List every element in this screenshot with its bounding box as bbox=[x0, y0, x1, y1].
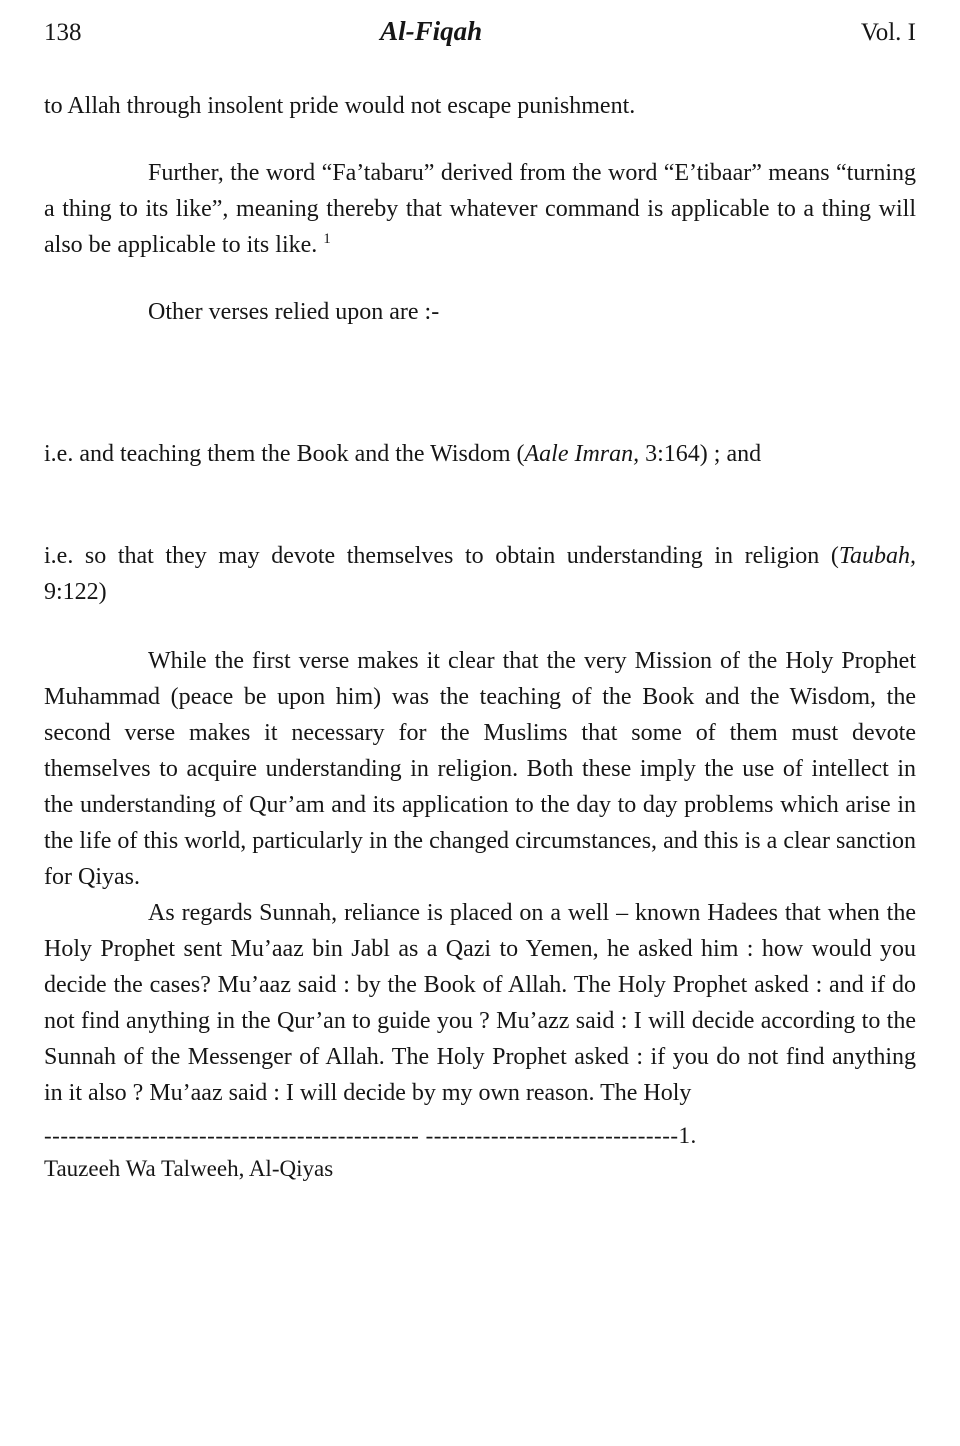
verse-2-reference: 9:122) bbox=[44, 579, 107, 605]
paragraph-sunnah: As regards Sunnah, reliance is placed on a well – known Hadees that when the Holy Prophet sent Mu’aaz bin Jabl as a Qazi to Yemen, he asked him : how would you decide the cases? Mu’aaz said : by the Book of Allah. The Holy Prophet asked : and if do not find anything in the Qur’an to guide you ? Mu’azz said : I will decide according to the Sunnah of the Messenger of Allah. The Holy Prophet asked : if you do not find anything in it also ? Mu’aaz said : I will decide by my own reason. The Holy bbox=[44, 900, 916, 1106]
page-number: 138 bbox=[44, 19, 82, 46]
verse-1-text: i.e. and teaching them the Book and the Wisdom ( bbox=[44, 441, 525, 467]
paragraph-further-text: Further, the word “Fa’tabaru” derived from the word “E’tibaar” means “turning a thing to its like”, meaning thereby that whatever command is applicable to a thing will also be applicable to its like. bbox=[44, 160, 916, 258]
footnote-divider: ---------------------------------------------- -------------------------------1. bbox=[44, 1123, 697, 1148]
verse-2-text: i.e. so that they may devote themselves to obtain understanding in religion ( bbox=[44, 543, 839, 569]
paragraph-other-verses: Other verses relied upon are :- bbox=[148, 299, 440, 325]
paragraph-while: While the first verse makes it clear that the very Mission of the Holy Prophet Muhammad (peace be upon him) was the teaching of the Book and the Wisdom, the second verse makes it necessary for the Muslims that some of them must devote themselves to acquire understanding in religion. Both these imply the use of intellect in the understanding of Qur’am and its application to the day to day problems which arise in the life of this world, particularly in the changed circumstances, and this is a clear sanction for Qiyas. bbox=[44, 648, 916, 890]
paragraph-opening: to Allah through insolent pride would not escape punishment. bbox=[44, 93, 636, 119]
verse-2-citation: Taubah, bbox=[838, 543, 916, 569]
page-header bbox=[44, 14, 916, 50]
volume-label: Vol. I bbox=[860, 19, 916, 46]
verse-translation-1 bbox=[44, 436, 916, 472]
footnote-text: Tauzeeh Wa Talweeh, Al-Qiyas bbox=[44, 1156, 334, 1181]
verse-translation-2 bbox=[44, 538, 916, 610]
verse-1-citation: Aale Imran, bbox=[524, 441, 640, 467]
book-title: Al-Fiqah bbox=[380, 16, 483, 46]
footnote-reference: 1 bbox=[323, 231, 331, 247]
paragraph-further bbox=[44, 155, 916, 263]
verse-1-reference: 3:164) ; and bbox=[639, 441, 762, 467]
